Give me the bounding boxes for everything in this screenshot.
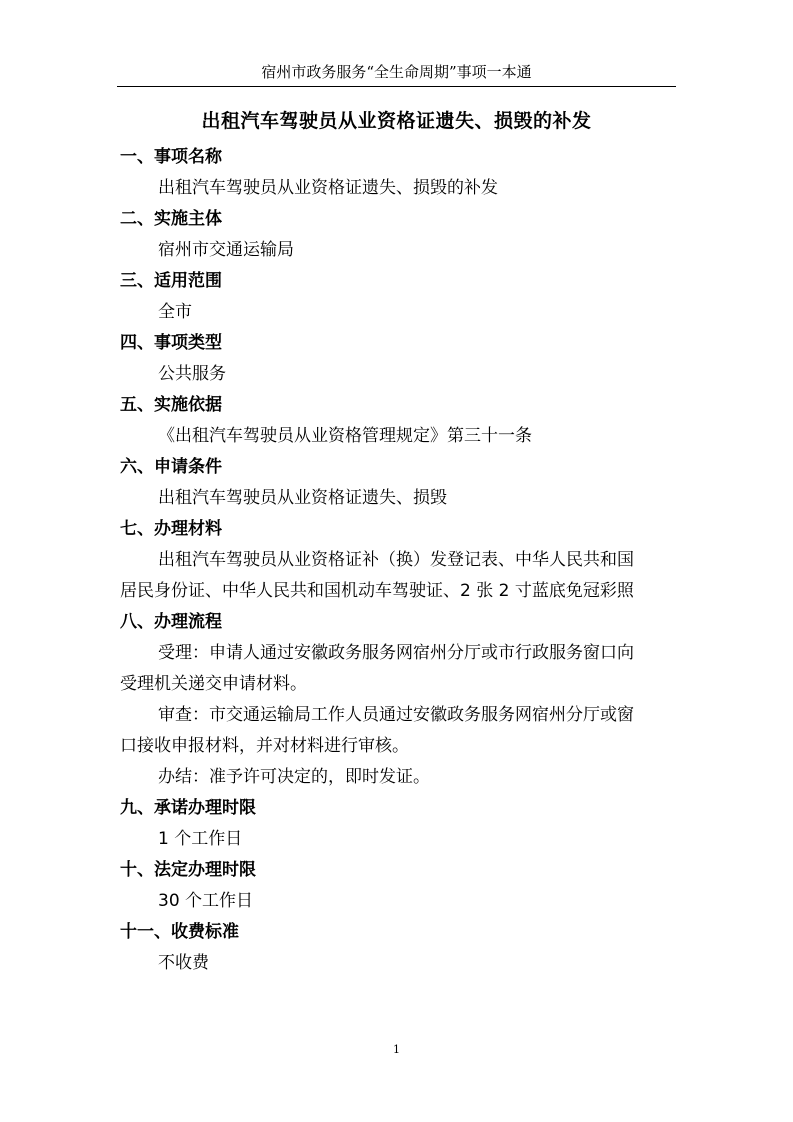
section-body-legal-basis: 《出租汽车驾驶员从业资格管理规定》第三十一条 [158, 426, 532, 446]
section-heading-fees: 十一、收费标准 [120, 922, 239, 942]
section-body-materials-line1: 出租汽车驾驶员从业资格证补（换）发登记表、中华人民共和国 [158, 550, 634, 570]
section-heading-conditions: 六、申请条件 [120, 457, 222, 477]
section-heading-legal-time: 十、法定办理时限 [120, 860, 256, 880]
process-review-line1: 审查：市交通运输局工作人员通过安徽政务服务网宿州分厅或窗 [158, 705, 634, 725]
section-body-item-name: 出租汽车驾驶员从业资格证遗失、损毁的补发 [158, 178, 498, 198]
section-body-fees: 不收费 [158, 953, 209, 973]
running-header: 宿州市政务服务“全生命周期”事项一本通 [261, 63, 532, 81]
section-body-scope: 全市 [158, 302, 192, 322]
process-acceptance-line1: 受理：申请人通过安徽政务服务网宿州分厅或市行政服务窗口向 [158, 643, 634, 663]
section-heading-scope: 三、适用范围 [120, 271, 222, 291]
process-review-line2: 口接收申报材料，并对材料进行审核。 [120, 736, 409, 756]
section-heading-materials: 七、办理材料 [120, 519, 222, 539]
section-heading-legal-basis: 五、实施依据 [120, 395, 222, 415]
section-body-conditions: 出租汽车驾驶员从业资格证遗失、损毁 [158, 488, 447, 508]
process-completion-line1: 办结：准予许可决定的，即时发证。 [158, 767, 430, 787]
section-body-promised-time: 1 个工作日 [158, 829, 243, 849]
header-rule [117, 86, 676, 87]
document-title: 出租汽车驾驶员从业资格证遗失、损毁的补发 [201, 110, 592, 132]
section-body-legal-time: 30 个工作日 [158, 891, 254, 911]
section-heading-item-type: 四、事项类型 [120, 333, 222, 353]
section-heading-process: 八、办理流程 [120, 612, 222, 632]
process-acceptance-line2: 受理机关递交申请材料。 [120, 674, 307, 694]
section-body-implementer: 宿州市交通运输局 [158, 240, 294, 260]
section-heading-promised-time: 九、承诺办理时限 [120, 798, 256, 818]
section-heading-implementer: 二、实施主体 [120, 209, 222, 229]
section-body-materials-line2: 居民身份证、中华人民共和国机动车驾驶证、2 张 2 寸蓝底免冠彩照 [120, 581, 634, 601]
page-number: 1 [393, 1043, 400, 1056]
document-body [120, 142, 676, 979]
section-heading-item-name: 一、事项名称 [120, 147, 222, 167]
section-body-item-type: 公共服务 [158, 364, 226, 384]
